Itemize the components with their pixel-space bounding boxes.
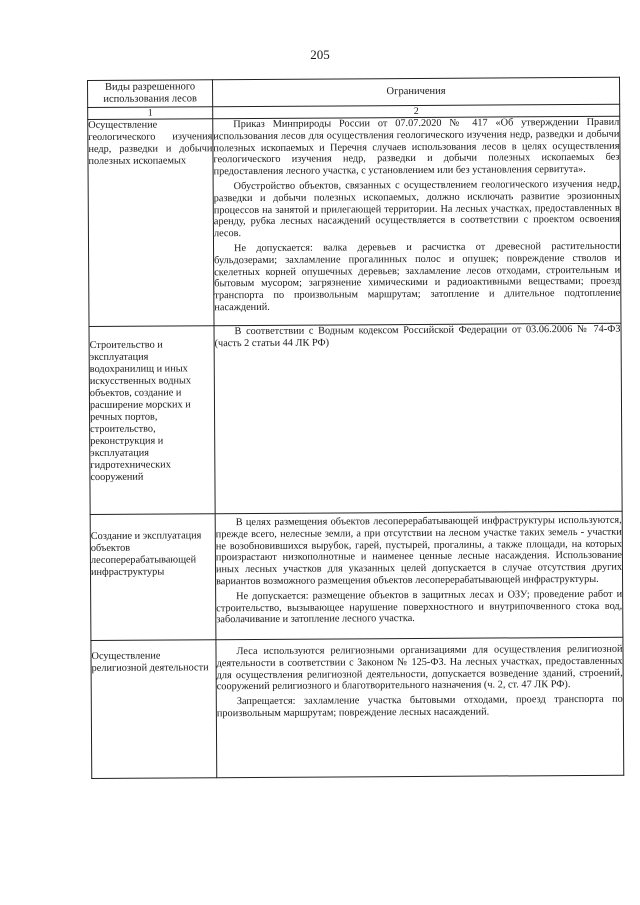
table-row — [91, 637, 624, 778]
forest-use-type-cell: Осуществление геологического изучения недр, разведки и добычи полезных ископаемых — [88, 119, 214, 327]
column-number-1: 1 — [88, 107, 213, 120]
table-row — [89, 323, 622, 514]
restriction-paragraph: Не допускается: размещение объектов в защитных лесах и ОЗУ; проведение работ и строительство, вызывающее нарушение поверхностного и внутрипочвенного стока вод, заболачивание и затопление лесного участка. — [216, 588, 623, 626]
restrictions-cell — [213, 116, 621, 325]
forest-use-type-cell: Строительство и эксплуатация водохранилищ и иных искусственных водных объектов, создание и расширение морских и речных портов, строительство, реконструкция и эксплуатация гидротехнических сооружений — [89, 326, 215, 515]
restrictions-cell — [216, 637, 624, 777]
restriction-paragraph: В целях размещения объектов лесоперерабатывающей инфраструктуры используются, прежде всего, нелесные земли, а при отсутствии на лесном участке таких земель - участки не возобновившихся вырубок, гарей, пустырей, прогалины, а также площади, на которых произрастают низкополнотные и наименее ценные лесные насаждения. Использование иных лесных участков для указанных целей допускается в случае отсутствия других вариантов возможного размещения объектов лесоперерабатывающей инфраструктуры. — [215, 514, 623, 588]
restriction-paragraph: Не допускается: валка деревьев и расчистка от древесной растительности бульдозерами; захламление прогалинных полос и опушек; повреждение стволов и скелетных корней опушечных деревьев; захламление лесов отходами, строительным и бытовым мусором; загрязнение химическими и радиоактивными веществами; проезд транспорта по произвольным маршрутам; затопление и длительное подтопление насаждений. — [214, 240, 621, 314]
restriction-paragraph: Запрещается: захламление участка бытовыми отходами, проезд транспорта по произвольным маршрутам; повреждение лесных насаждений. — [216, 693, 623, 720]
restriction-paragraph: В соответствии с Водным кодексом Российской Федерации от 03.06.2006 № 74-ФЗ (часть 2 статьи 44 ЛК РФ) — [214, 323, 621, 350]
header-forest-use-types: Виды разрешенного использования лесов — [88, 80, 213, 108]
header-restrictions: Ограничения — [213, 77, 620, 106]
table-header-row — [88, 77, 620, 107]
restrictions-cell — [214, 323, 622, 513]
forest-use-type-cell: Осуществление религиозной деятельности — [91, 640, 217, 779]
forest-use-type-cell: Создание и эксплуатация объектов лесоперерабатывающей инфраструктуры — [90, 514, 216, 641]
page-number: 205 — [310, 47, 330, 62]
table-row — [90, 511, 623, 640]
restrictions-cell — [215, 511, 623, 639]
restrictions-table — [87, 77, 624, 779]
table-row — [88, 116, 621, 326]
restriction-paragraph: Приказ Минприроды России от 07.07.2020 № 417 «Об утверждении Правил использования лесов для осуществления геологического изучения недр, разведки и добычи полезных ископаемых и Перечня случаев использования лесов в целях осуществления геологического изучения недр, разведки и добычи полезных ископаемых без предоставления лесного участка, с установлением или без установления сервитута». — [213, 116, 620, 178]
restriction-paragraph: Обустройство объектов, связанных с осуществлением геологического изучения недр, разведки и добычи полезных ископаемых, должно исключать развитие эрозионных процессов на занятой и прилегающей территории. На лесных участках, предоставленных в аренду, рубка лесных насаждений осуществляется в соответствии с проектом освоения лесов. — [213, 178, 620, 240]
column-number-2: 2 — [213, 104, 620, 118]
restriction-paragraph: Леса используются религиозными организациями для осуществления религиозной деятельности в соответствии с Законом № 125-ФЗ. На лесных участках, предоставленных для осуществления религиозной деятельности, допускается возведение зданий, строений, сооружений религиозного и благотворительного назначения (ч. 2, ст. 47 ЛК РФ). — [216, 643, 623, 693]
